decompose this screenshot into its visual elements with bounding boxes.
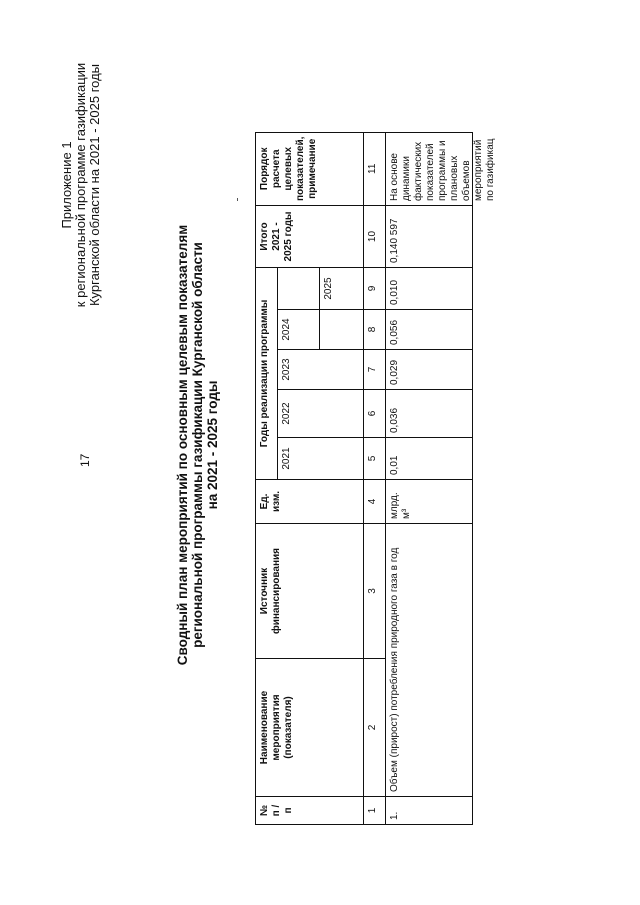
- title-line-3: на 2021 - 2025 годы: [205, 380, 220, 510]
- header-years-group: Годы реализации программы: [256, 268, 278, 480]
- header-name: Наименование мероприятия (показателя): [256, 659, 364, 797]
- row-value-2025: 0,010: [386, 268, 473, 310]
- colnum-11: 11: [364, 132, 386, 205]
- header-year-2024-sub: [320, 310, 364, 350]
- colnum-9: 9: [364, 268, 386, 310]
- table-row: [386, 132, 473, 824]
- title-line-1: Сводный план мероприятий по основным целевым показателям: [175, 224, 190, 666]
- header-source: Источник финансирования: [256, 524, 364, 659]
- colnum-4: 4: [364, 480, 386, 524]
- header-total: Итого 2021 - 2025 годы: [256, 206, 364, 268]
- colnum-5: 5: [364, 438, 386, 480]
- header-method: Порядок расчета целевых показателей, примечание: [256, 132, 364, 205]
- row-total: 0,140 597: [386, 206, 473, 268]
- decorative-dash: [237, 198, 238, 201]
- appendix-line-3: Курганской области на 2021 - 2025 годы: [87, 63, 102, 307]
- colnum-3: 3: [364, 524, 386, 659]
- row-method-cell: [386, 132, 496, 205]
- header-year-2025-top: [278, 268, 320, 310]
- row-num: 1.: [386, 797, 473, 825]
- colnum-2: 2: [364, 659, 386, 797]
- row-value-2024: 0,056: [386, 310, 473, 350]
- header-year-2022: 2022: [278, 390, 364, 438]
- header-unit: Ед. изм.: [256, 480, 364, 524]
- header-year-2025: 2025: [320, 268, 364, 310]
- appendix-line-1: Приложение 1: [59, 141, 74, 229]
- colnum-7: 7: [364, 350, 386, 390]
- title-line-2: региональной программы газификации Курганской области: [190, 242, 205, 648]
- header-year-2021: 2021: [278, 438, 364, 480]
- measures-table: [255, 132, 496, 825]
- document-title: [175, 135, 220, 755]
- row-unit: млрд. м³: [386, 480, 473, 524]
- header-num: № п / п: [256, 797, 364, 825]
- header-year-2023: 2023: [278, 350, 364, 390]
- colnum-8: 8: [364, 310, 386, 350]
- row-name: Объем (прирост) потребления природного газа в год: [386, 524, 473, 797]
- row-value-2023: 0,029: [386, 350, 473, 390]
- row-value-2021: 0,01: [386, 438, 473, 480]
- row-method: На основе динамики фактических показателей программы и плановых объемов мероприятий по газификац: [389, 138, 496, 201]
- colnum-6: 6: [364, 390, 386, 438]
- colnum-10: 10: [364, 206, 386, 268]
- row-value-2022: 0,036: [386, 390, 473, 438]
- header-year-2024: 2024: [278, 310, 320, 350]
- appendix-line-2: к региональной программе газификации: [73, 62, 88, 308]
- appendix-header: [60, 25, 102, 345]
- page-number: 17: [78, 453, 92, 467]
- colnum-1: 1: [364, 797, 386, 825]
